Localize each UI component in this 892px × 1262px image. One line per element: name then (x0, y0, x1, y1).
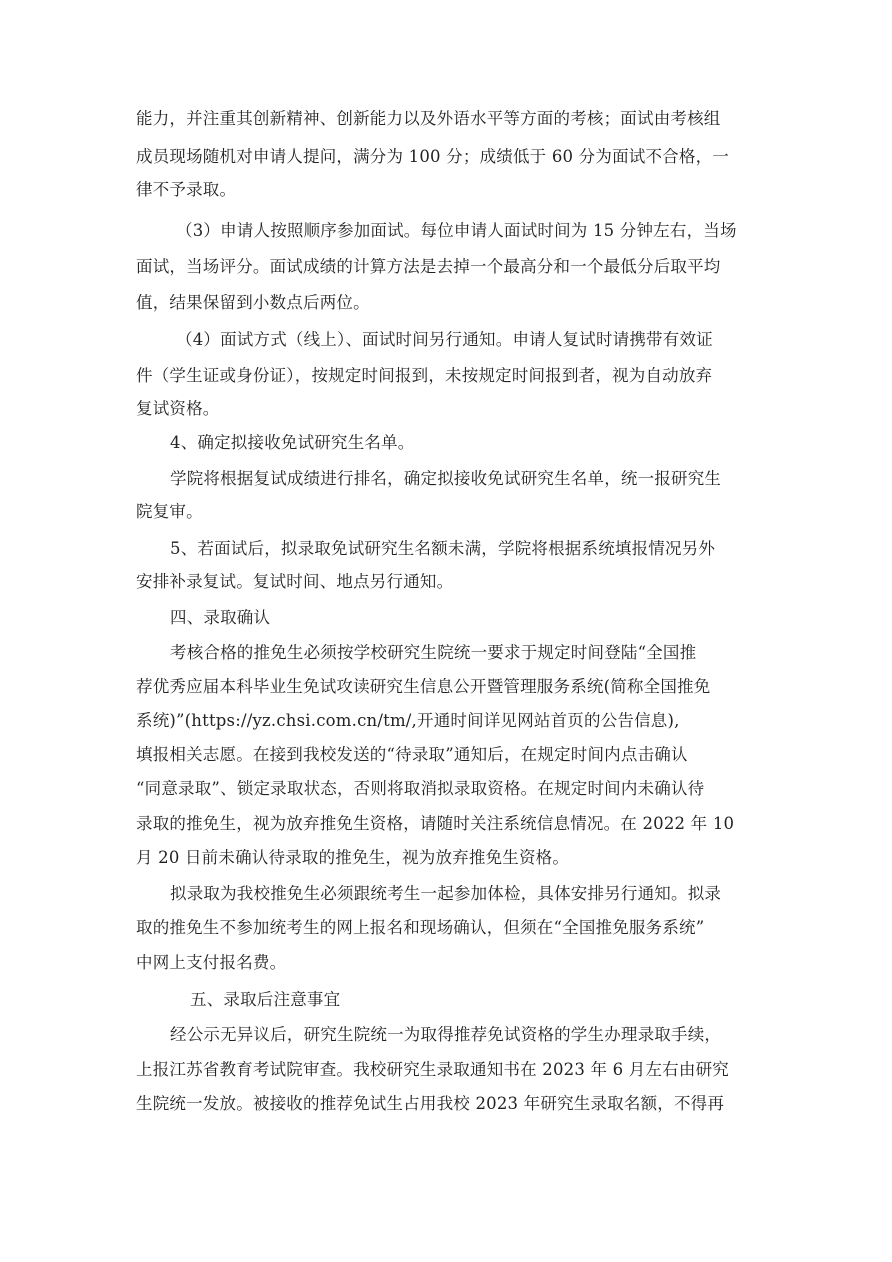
text-line: 上报江苏省教育考试院审查。我校研究生录取通知书在 2023 年 6 月左右由研究 (136, 1060, 729, 1079)
text-line: （3）申请人按照顺序参加面试。每位申请人面试时间为 15 分钟左右，当场 (176, 221, 737, 240)
text-line: 面试，当场评分。面试成绩的计算方法是去掉一个最高分和一个最低分后取平均 (136, 257, 721, 276)
text-line: 取的推免生不参加统考生的网上报名和现场确认，但须在“全国推免服务系统” (136, 918, 705, 937)
text-line: 能力，并注重其创新精神、创新能力以及外语水平等方面的考核；面试由考核组 (136, 109, 721, 128)
text-line: 5、若面试后，拟录取免试研究生名额未满，学院将根据系统填报情况另外 (170, 539, 716, 558)
text-line: 生院统一发放。被接收的推荐免试生占用我校 2023 年研究生录取名额，不得再 (136, 1094, 725, 1113)
section-heading: 五、录取后注意事宜 (190, 990, 341, 1009)
text-line: 拟录取为我校推免生必须跟统考生一起参加体检，具体安排另行通知。拟录 (170, 884, 722, 903)
section-heading: 四、录取确认 (170, 608, 271, 627)
text-line: 荐优秀应届本科毕业生免试攻读研究生信息公开暨管理服务系统(简称全国推免 (136, 677, 711, 696)
text-line: 院复审。 (136, 502, 203, 521)
text-line: 安排补录复试。复试时间、地点另行通知。 (136, 572, 454, 591)
text-line: 成员现场随机对申请人提问，满分为 100 分；成绩低于 60 分为面试不合格，一 (136, 147, 729, 166)
text-line: 录取的推免生，视为放弃推免生资格，请随时关注系统信息情况。在 2022 年 10 (136, 814, 735, 833)
text-line: 复试资格。 (136, 399, 220, 418)
text-line: 月 20 日前未确认待录取的推免生，视为放弃推免生资格。 (136, 848, 570, 867)
text-line: 中网上支付报名费。 (136, 953, 287, 972)
text-line: 律不予录取。 (136, 180, 237, 199)
text-line: 填报相关志愿。在接到我校发送的“待录取”通知后，在规定时间内点击确认 (136, 745, 688, 764)
text-line: 系统)”(https://yz.chsi.com.cn/tm/,开通时间详见网站首页的公告信息), (136, 711, 680, 730)
text-line: 经公示无异议后，研究生院统一为取得推荐免试资格的学生办理录取手续， (170, 1025, 722, 1044)
text-line: 件（学生证或身份证），按规定时间报到，未按规定时间报到者，视为自动放弃 (136, 366, 713, 385)
section-heading: 4、确定拟接收免试研究生名单。 (170, 433, 415, 452)
text-line: “同意录取”、锁定录取状态，否则将取消拟录取资格。在规定时间内未确认待 (136, 779, 705, 798)
text-line: 考核合格的推免生必须按学校研究生院统一要求于规定时间登陆“全国推 (170, 643, 697, 662)
text-line: 学院将根据复试成绩进行排名，确定拟接收免试研究生名单，统一报研究生 (170, 469, 722, 488)
text-line: 值，结果保留到小数点后两位。 (136, 293, 370, 312)
text-line: （4）面试方式（线上）、面试时间另行通知。申请人复试时请携带有效证 (176, 330, 713, 349)
